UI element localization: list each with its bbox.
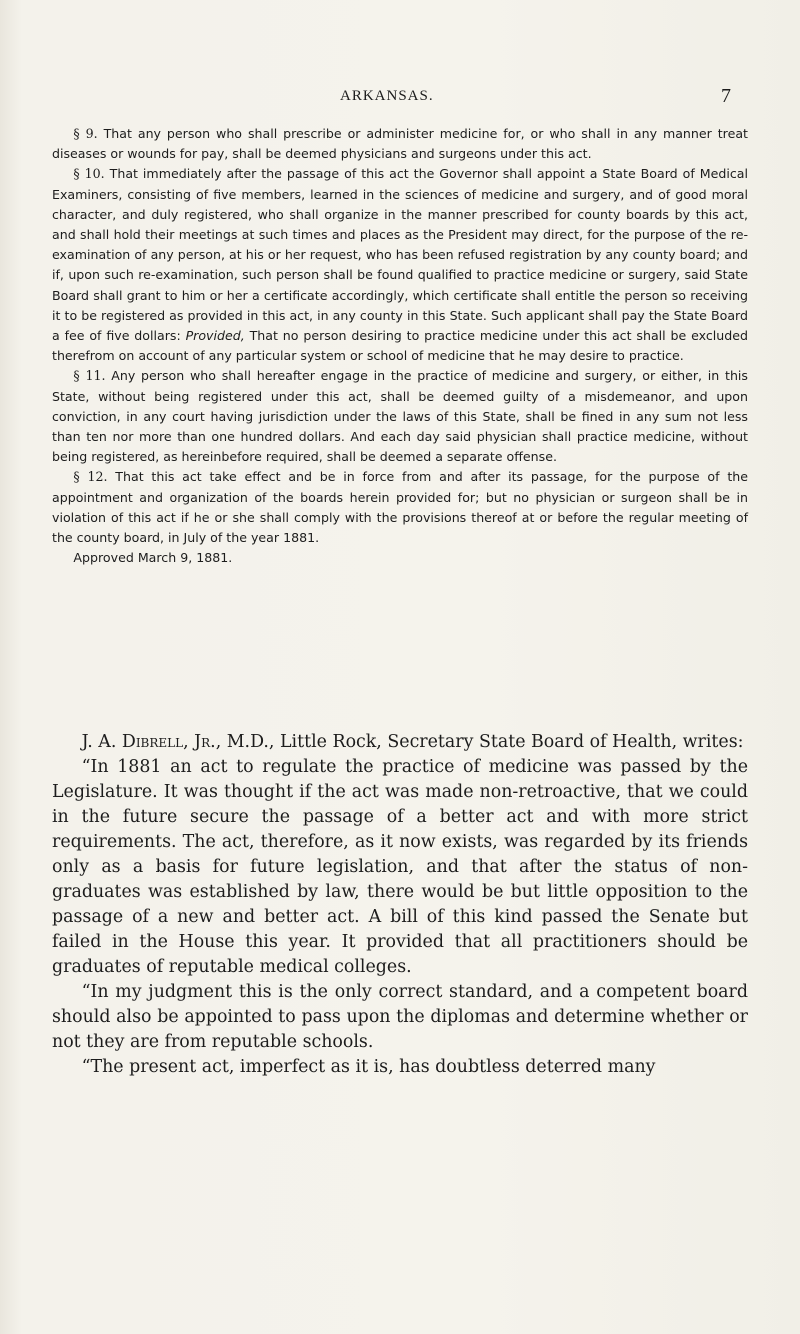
statute-text — [52, 124, 748, 568]
author-details: Little Rock, Secretary State Board of Health, writes: — [280, 732, 744, 752]
section-11 — [52, 366, 748, 467]
section-number: § 11. — [73, 368, 106, 384]
letter-intro — [52, 730, 748, 755]
running-title: ARKANSAS. — [340, 88, 434, 104]
approved-date: Approved March 9, 1881. — [73, 550, 233, 566]
section-number: § 9. — [73, 126, 98, 141]
letter-paragraph-3: “The present act, imperfect as it is, has doubtless deterred many — [81, 1057, 656, 1077]
section-9 — [52, 124, 748, 164]
section-body: That this act take effect and be in force from and after its passage, for the purpose of the appointment and organization of the boards herein provided for; but no physician or surgeon shall be in violation of this act if he or she shall comply with the provisions thereof at or before the regular meeting of the county board, in July of the year 1881. — [52, 469, 748, 546]
page-header — [340, 85, 760, 112]
section-12 — [52, 467, 748, 548]
proviso-italic: Provided, — [185, 328, 245, 344]
section-number: § 10. — [73, 166, 105, 182]
section-body: That immediately after the passage of this act the Governor shall appoint a State Board of Medical Examiners, consisting of five members, learned in the sciences of medicine and surgery, and of good moral character, and duly registered, who shall organize in the manner prescribed for county boards by this act, and shall hold their meetings at such times and places as the President may direct, for the purpose of the re-examination of any person, at his or her request, who has been refused registration by any county board; and if, upon such re-examination, such person shall be found qualified to practice medicine or surgery, said State Board shall grant to him or her a certificate accordingly, which certificate shall entitle the person so receiving it to be registered as provided in this act, in any county in this State. Such applicant shall pay the State Board a fee of five dollars: — [52, 166, 748, 344]
letter-paragraph-1: “In 1881 an act to regulate the practice of medicine was passed by the Legislature. It was thought if the act was made non-retroactive, that we could in the future secure the passage of a better act and with more strict requirements. The act, therefore, as it now exists, was regarded by its friends only as a basis for future legislation, and that after the status of non-graduates was established by law, there would be but little opposition to the passage of a new and better act. A bill of this kind passed the Senate but failed in the House this year. It provided that all practitioners should be graduates of reputable medical colleges. — [52, 757, 748, 977]
section-body-continued: That no person desiring to practice medicine under this act shall be excluded therefrom on account of any particular system or school of medicine that he may desire to practice. — [52, 328, 748, 364]
section-body: Any person who shall hereafter engage in the practice of medicine and surgery, or either, in this State, without being registered under this act, shall be deemed guilty of a misdemeanor, and upon conviction, in any court having jurisdiction under the laws of this State, shall be fined in any sum not less than ten nor more than one hundred dollars. And each day said physician shall practice medicine, without being registered, as hereinbefore required, shall be deemed a separate offense. — [52, 368, 748, 465]
letter-text — [52, 730, 748, 1080]
page-number: 7 — [721, 85, 732, 107]
section-10 — [52, 164, 748, 366]
author-name: J. A. Dibrell, Jr., M.D., — [81, 732, 275, 752]
section-number: § 12. — [73, 469, 108, 485]
section-body: That any person who shall prescribe or administer medicine for, or who shall in any manner treat diseases or wounds for pay, shall be deemed physicians and surgeons under this act. — [52, 126, 748, 162]
letter-paragraph-2: “In my judgment this is the only correct standard, and a competent board should also be appointed to pass upon the diplomas and determine whether or not they are from reputable schools. — [52, 982, 748, 1052]
